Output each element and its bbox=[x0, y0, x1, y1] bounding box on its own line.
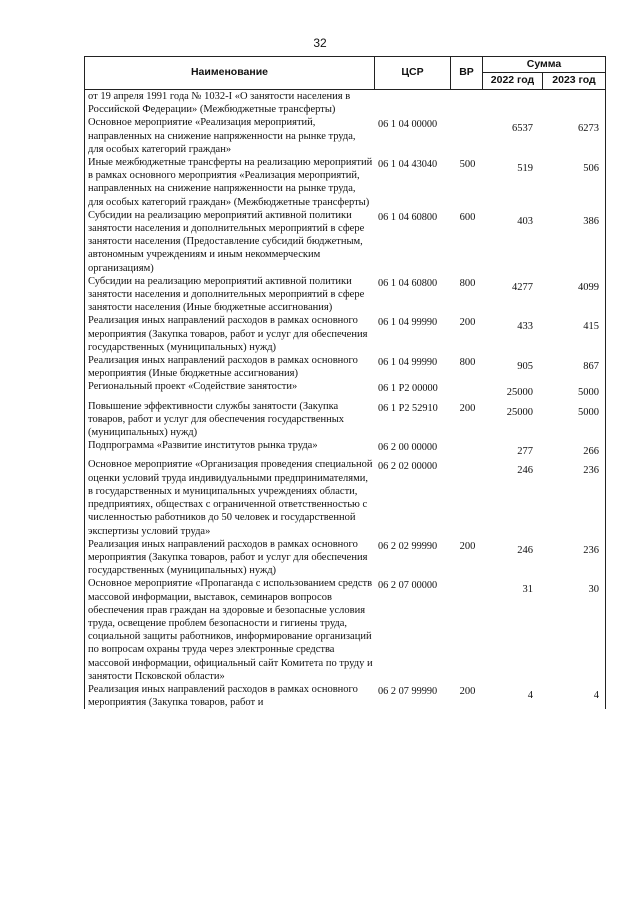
row-name: Повышение эффективности службы занятости (Закупка товаров, работ и услуг для обеспечения государственных (муниципальных) нужд) bbox=[88, 400, 345, 439]
row-csr-code: 06 2 02 99990 bbox=[378, 540, 438, 552]
header-year-2023: 2023 год bbox=[552, 74, 596, 87]
table-body bbox=[85, 90, 605, 709]
row-sum-2022: 4277 bbox=[512, 281, 533, 293]
row-name: Подпрограмма «Развитие институтов рынка труда» bbox=[88, 440, 318, 452]
row-sum-2022: 6537 bbox=[512, 123, 533, 135]
row-sum-2022: 246 bbox=[517, 465, 533, 477]
row-name: Основное мероприятие «Пропаганда с использованием средств массовой информации, выставок, семинаров вопросов обеспечения прав граждан на здоровые и безопасные условия труда, освещение проблем безопасности и гигиены труда, социальной защиты работников, информирование организаций по вопросам охраны труда через электронные средства массовой информации, официальный сайт Комитета по труду и занятости Псковской области» bbox=[88, 578, 373, 682]
row-name: Реализация иных направлений расходов в рамках основного мероприятия (Закупка товаров, работ и услуг для обеспечения государственных (муниципальных) нужд) bbox=[88, 315, 368, 353]
table-header bbox=[85, 57, 605, 90]
row-sum-2023: 236 bbox=[583, 544, 599, 556]
row-name: Реализация иных направлений расходов в рамках основного мероприятия (Закупка товаров, работ и услуг для обеспечения государственных (муниципальных) нужд) bbox=[88, 538, 368, 577]
row-vr-code: 200 bbox=[459, 685, 476, 697]
table-row bbox=[85, 354, 605, 380]
row-vr-code: 200 bbox=[459, 402, 476, 414]
row-vr-code: 800 bbox=[459, 277, 476, 289]
table-row bbox=[85, 577, 605, 683]
row-sum-2023: 506 bbox=[583, 163, 599, 175]
table-row bbox=[85, 314, 605, 354]
row-sum-2023: 4 bbox=[593, 689, 599, 701]
page-number: 32 bbox=[313, 36, 327, 50]
row-vr-code: 200 bbox=[459, 317, 476, 329]
row-sum-2022 bbox=[483, 90, 543, 116]
row-sum-2023: 415 bbox=[583, 321, 599, 333]
row-sum-2022: 519 bbox=[517, 163, 533, 175]
table-row bbox=[85, 400, 605, 440]
row-vr-code: 500 bbox=[459, 159, 476, 171]
row-name: от 19 апреля 1991 года № 1032-I «О занятости населения в Российской Федерации» (Межбюджетные трансферты) bbox=[88, 91, 351, 116]
row-sum-2022: 277 bbox=[517, 446, 533, 458]
table-row bbox=[85, 116, 605, 156]
row-name: Реализация иных направлений расходов в рамках основного мероприятия (Закупка товаров, работ и bbox=[88, 683, 358, 709]
table-row bbox=[85, 209, 605, 275]
row-vr-code bbox=[451, 577, 483, 683]
row-vr-code bbox=[451, 90, 483, 116]
table-row bbox=[85, 380, 605, 399]
table-row bbox=[85, 439, 605, 458]
header-year-2022: 2022 год bbox=[483, 73, 543, 89]
row-csr-code: 06 1 P2 00000 bbox=[378, 383, 438, 395]
row-vr-code bbox=[451, 439, 483, 458]
row-csr-code: 06 2 00 00000 bbox=[378, 442, 438, 454]
header-vr: ВР bbox=[451, 57, 483, 89]
row-sum-2022: 433 bbox=[517, 321, 533, 333]
row-csr-code: 06 1 P2 52910 bbox=[378, 402, 438, 414]
table-row bbox=[85, 156, 605, 209]
row-sum-2022: 246 bbox=[517, 544, 533, 556]
row-sum-2023: 386 bbox=[583, 215, 599, 227]
row-sum-2023: 5000 bbox=[578, 406, 599, 418]
row-vr-code: 200 bbox=[459, 540, 476, 552]
row-csr-code: 06 1 04 60800 bbox=[378, 277, 438, 289]
header-sum: Сумма bbox=[483, 57, 605, 73]
row-vr-code: 600 bbox=[459, 211, 476, 223]
table-row bbox=[85, 683, 605, 709]
row-csr-code: 06 1 04 99990 bbox=[378, 357, 438, 369]
row-sum-2023: 266 bbox=[583, 446, 599, 458]
row-sum-2023: 867 bbox=[583, 361, 599, 373]
row-sum-2023 bbox=[543, 90, 605, 116]
row-vr-code bbox=[451, 116, 483, 156]
row-name: Реализация иных направлений расходов в рамках основного мероприятия (Иные бюджетные ассигнования) bbox=[88, 355, 358, 380]
row-sum-2022: 403 bbox=[517, 215, 533, 227]
row-csr-code: 06 1 04 99990 bbox=[378, 317, 438, 329]
budget-table bbox=[84, 56, 606, 709]
row-sum-2022: 25000 bbox=[506, 406, 533, 418]
row-csr-code: 06 2 07 00000 bbox=[378, 580, 438, 592]
row-name: Субсидии на реализацию мероприятий активной политики занятости населения и дополнительных мероприятий в сфере занятости населения (Иные бюджетные ассигнования) bbox=[88, 275, 365, 314]
row-csr-code: 06 1 04 43040 bbox=[378, 159, 438, 171]
row-vr-code bbox=[451, 458, 483, 537]
row-csr-code: 06 2 07 99990 bbox=[378, 685, 438, 697]
table-row bbox=[85, 90, 605, 116]
header-csr: ЦСР bbox=[375, 57, 451, 89]
row-csr-code: 06 2 02 00000 bbox=[378, 461, 438, 473]
row-name: Региональный проект «Содействие занятости» bbox=[88, 381, 298, 393]
row-sum-2022: 4 bbox=[527, 689, 533, 701]
row-name: Основное мероприятие «Реализация мероприятий, направленных на снижение напряженности на рынке труда, для особых категорий граждан» bbox=[88, 117, 356, 155]
row-sum-2023: 6273 bbox=[578, 123, 599, 135]
row-sum-2023: 5000 bbox=[578, 387, 599, 399]
row-csr-code: 06 1 04 60800 bbox=[378, 211, 438, 223]
row-name: Основное мероприятие «Организация проведения специальной оценки условий труда индивидуальными предпринимателями, в государственных и муниципальных учреждениях области, предприятиях, обществах с ограниченной ответственностью с численностью работников до 50 человек и государственной экспертизы условий труда» bbox=[88, 459, 373, 537]
header-name: Наименование bbox=[85, 57, 375, 89]
table-row bbox=[85, 458, 605, 537]
table-row bbox=[85, 538, 605, 578]
row-sum-2022: 31 bbox=[522, 584, 533, 596]
row-sum-2022: 905 bbox=[517, 361, 533, 373]
row-csr-code bbox=[375, 90, 451, 116]
row-name: Иные межбюджетные трансферты на реализацию мероприятий в рамках основного мероприятия «Реализация мероприятий, направленных на снижение напряженности на рынке труда, для особых категорий граждан» (Межбюджетные трансферты) bbox=[88, 157, 373, 208]
row-vr-code: 800 bbox=[459, 357, 476, 369]
row-sum-2023: 30 bbox=[588, 584, 599, 596]
row-vr-code bbox=[451, 380, 483, 399]
row-csr-code: 06 1 04 00000 bbox=[378, 119, 438, 131]
row-sum-2023: 4099 bbox=[578, 281, 599, 293]
row-sum-2022: 25000 bbox=[506, 387, 533, 399]
row-sum-2023: 236 bbox=[583, 465, 599, 477]
table-row bbox=[85, 275, 605, 315]
row-name: Субсидии на реализацию мероприятий активной политики занятости населения и дополнительных мероприятий в сфере занятости населения (Предоставление субсидий бюджетным, автономным учреждениям и иным некоммерческим организациям) bbox=[88, 209, 365, 274]
